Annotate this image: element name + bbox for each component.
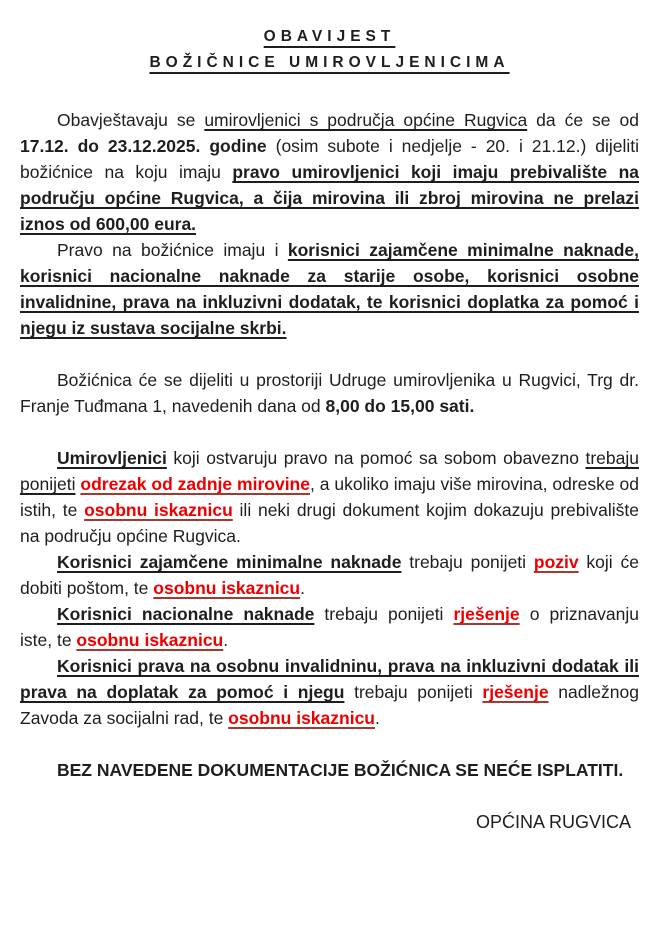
- bold-run: 8,00 do 15,00 sati.: [325, 396, 475, 416]
- text-run: Božićnica će se dijeliti u prostoriji Udruge umirovljenika u Rugvici, Trg dr. Franje Tuđmana 1, navedenih dana od: [20, 370, 639, 416]
- bold-underlined-run: Korisnici zajamčene minimalne naknade: [57, 552, 402, 572]
- text-run: .: [223, 630, 229, 650]
- underlined-run: umirovljenici s područja općine Rugvica: [204, 110, 528, 130]
- paragraph-warning: [20, 757, 639, 783]
- paragraph-location: [20, 367, 639, 419]
- text-run: Obavještavaju se: [57, 110, 205, 130]
- text-run: trebaju ponijeti: [401, 552, 534, 572]
- red-run: osobnu iskaznicu: [76, 630, 224, 650]
- text-run: .: [300, 578, 305, 598]
- bold-underlined-run: Umirovljenici: [57, 448, 167, 468]
- red-run: poziv: [533, 552, 579, 572]
- text-run: ili neki drugi dokument kojim dokazuju prebivalište na području općine Rugvica.: [20, 500, 639, 546]
- bold-underlined-run: Korisnici nacionalne naknade: [57, 604, 315, 624]
- red-run: osobnu iskaznicu: [228, 708, 375, 728]
- red-run: osobnu iskaznicu: [153, 578, 301, 598]
- text-run: da će se od: [527, 110, 639, 130]
- text-run: (osim subote i nedjelje - 20. i 21.12.) dijeliti božićnice na koju imaju: [20, 136, 639, 182]
- text-run: .: [375, 708, 380, 728]
- bold-underlined-run: Korisnici prava na osobnu invalidninu, prava na inkluzivni dodatak ili prava na doplatak za pomoć i njegu: [20, 656, 639, 702]
- bold-run: 17.12. do 23.12.2025. godine: [20, 136, 267, 156]
- text-run: Pravo na božićnice imaju i: [57, 240, 288, 260]
- notice-title: [20, 24, 639, 76]
- paragraph-intro: [20, 107, 639, 237]
- paragraph-eligible-groups: [20, 237, 639, 341]
- text-run: nadležnog Zavoda za socijalni rad, te: [20, 682, 639, 728]
- paragraph-minimum-benefit: [20, 549, 639, 601]
- bold-underlined-run: pravo umirovljenici koji imaju prebivalište na području općine Rugvica, a čija mirovina ili zbroj mirovina ne prelazi iznos od 600,00 eura.: [20, 162, 639, 234]
- red-run: osobnu iskaznicu: [84, 500, 233, 520]
- text-run: OPĆINA RUGVICA: [475, 812, 631, 832]
- red-run: rješenje: [453, 604, 520, 624]
- paragraph-national-benefit: [20, 601, 639, 653]
- text-run: , a ukoliko imaju više mirovina, odreske od istih, te: [20, 474, 639, 520]
- text-run: o priznavanju iste, te: [20, 604, 639, 650]
- bold-run: BEZ NAVEDENE DOKUMENTACIJE BOŽIĆNICA SE NEĆE ISPLATITI.: [57, 760, 624, 780]
- paragraph-disability-benefit: [20, 653, 639, 731]
- bold-underlined-run: korisnici zajamčene minimalne naknade, korisnici nacionalne naknade za starije osobe, korisnici osobne invalidnine, prava na inkluzivni dodatak, te korisnici doplatka za pomoć i njegu iz sustava socijalne skrbi.: [20, 240, 640, 338]
- red-run: odrezak od zadnje mirovine: [80, 474, 310, 494]
- underlined-run: trebaju ponijeti: [20, 448, 639, 494]
- text-run: koji ostvaruju pravo na pomoć sa sobom obavezno: [166, 448, 586, 468]
- notice-title-line-1: OBAVIJEST: [263, 28, 396, 45]
- text-run: koji će dobiti poštom, te: [20, 552, 639, 598]
- red-run: rješenje: [482, 682, 549, 702]
- text-run: trebaju ponijeti: [344, 682, 483, 702]
- signature: [20, 809, 631, 835]
- notice-title-line-2: BOŽIČNICE UMIROVLJENICIMA: [149, 54, 510, 71]
- text-run: trebaju ponijeti: [314, 604, 454, 624]
- paragraph-pensioners-documents: [20, 445, 639, 549]
